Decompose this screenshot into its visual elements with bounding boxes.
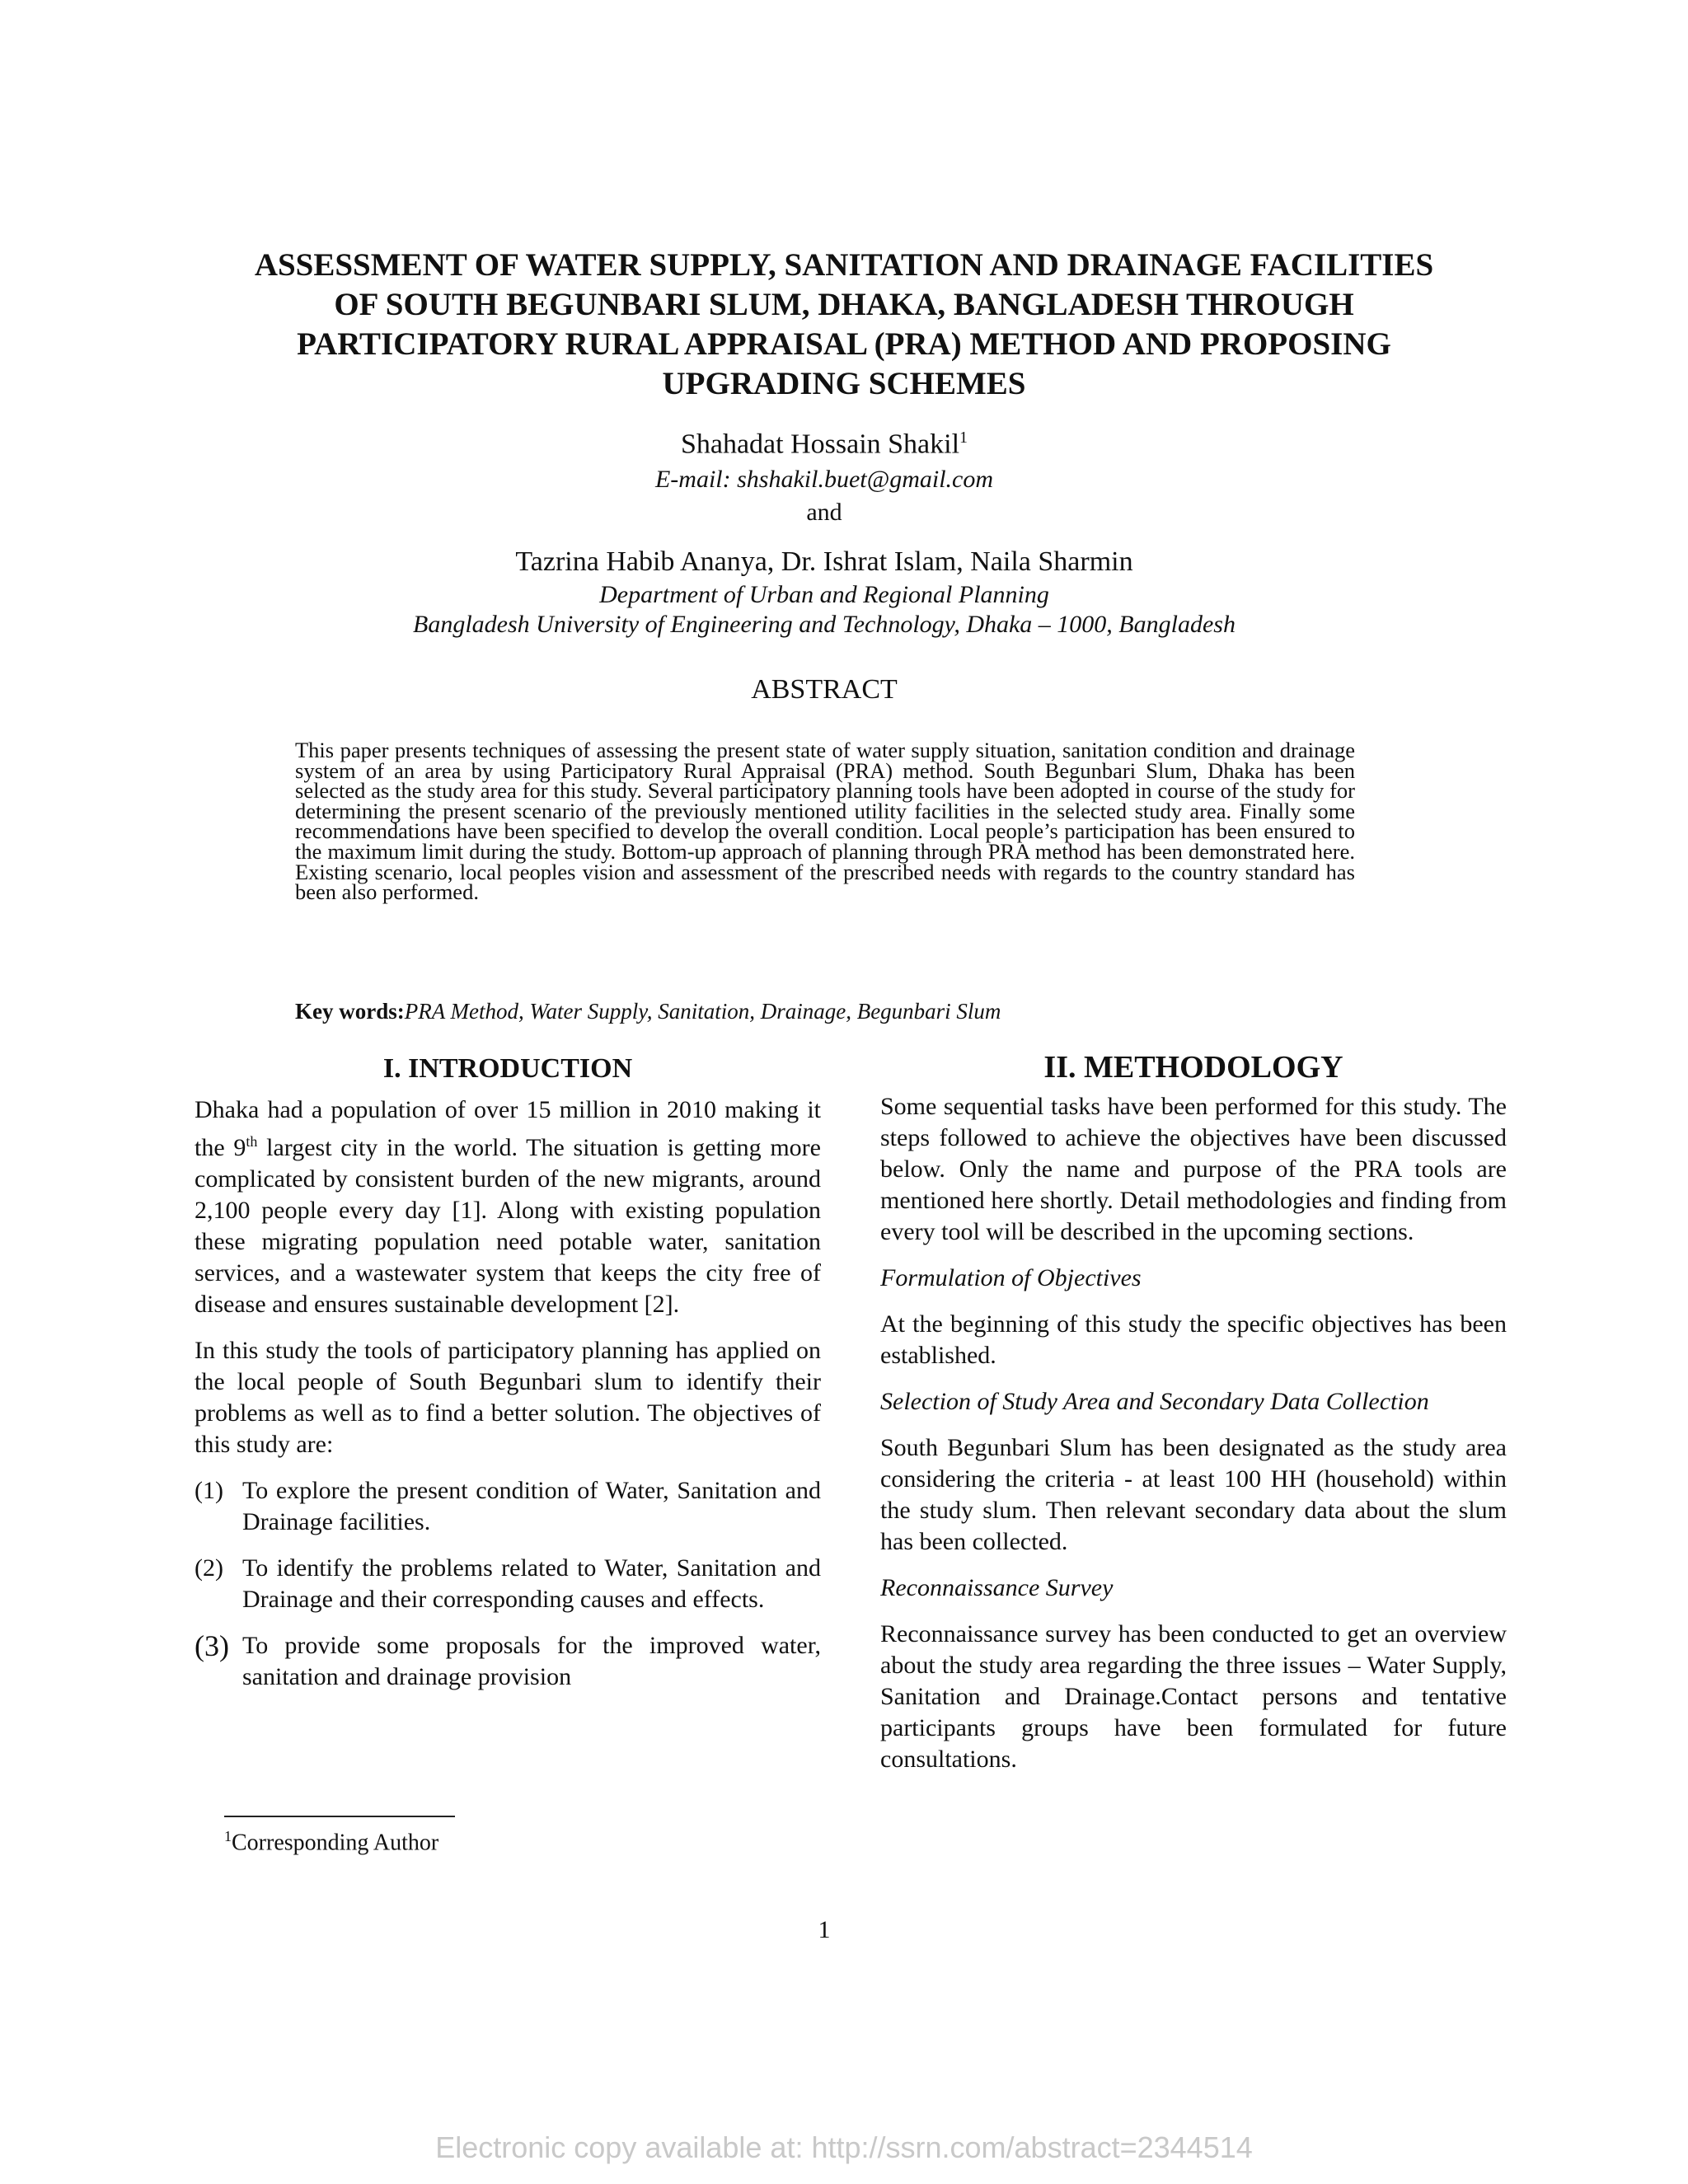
footnote-marker: 1 — [224, 1828, 232, 1844]
keywords — [295, 999, 1355, 1024]
objective-number: (3) — [195, 1629, 229, 1662]
methodology-section — [880, 1052, 1507, 1790]
page-number: 1 — [818, 1916, 831, 1943]
author-conjunction: and — [806, 499, 842, 526]
objective-text: To identify the problems related to Water, Sanitation and Drainage and their corresponding causes and effects. — [242, 1554, 821, 1613]
footnote-divider — [224, 1816, 455, 1817]
co-authors: Tazrina Habib Ananya, Dr. Ishrat Islam, Naila Sharmin — [515, 546, 1133, 577]
author-primary-name: Shahadat Hossain Shakil — [680, 429, 960, 460]
methodology-paragraph-1: Some sequential tasks have been performed for this study. The steps followed to achieve the objectives have been discussed below. Only the name and purpose of the PRA tools are mentioned here shortly. Detail methodologies and finding from every tool will be described in the upcoming sections. — [880, 1093, 1507, 1245]
objective-number: (2) — [195, 1554, 223, 1582]
methodology-paragraph-2: At the beginning of this study the specific objectives has been established. — [880, 1310, 1507, 1369]
subheading-formulation-of-objectives: Formulation of Objectives — [880, 1264, 1142, 1291]
introduction-section — [195, 1053, 821, 1708]
ssrn-watermark: Electronic copy available at: http://ssrn.com/abstract=2344514 — [435, 2130, 1253, 2164]
author-primary — [0, 429, 1648, 460]
objective-text: To explore the present condition of Water, Sanitation and Drainage facilities. — [242, 1477, 821, 1535]
subheading-study-area-selection: Selection of Study Area and Secondary Data Collection — [880, 1388, 1429, 1415]
objective-item — [195, 1475, 821, 1538]
objective-item — [195, 1553, 821, 1615]
department: Department of Urban and Regional Planning — [599, 581, 1049, 608]
introduction-heading: I. INTRODUCTION — [382, 1053, 633, 1084]
keywords-label: Key words: — [295, 999, 405, 1024]
paper-title: ASSESSMENT OF WATER SUPPLY, SANITATION AND DRAINAGE FACILITIES OF SOUTH BEGUNBARI SLUM, DHAKA, BANGLADESH THROUGH PARTICIPATORY RURAL APPRAISAL (PRA) METHOD AND PROPOSING UPGRADING SCHEMES — [254, 247, 1434, 401]
objective-text: To provide some proposals for the improved water, sanitation and drainage provision — [242, 1632, 821, 1690]
author-email: E-mail: shshakil.buet@gmail.com — [654, 466, 994, 493]
abstract-heading: ABSTRACT — [751, 674, 898, 705]
university: Bangladesh University of Engineering and Technology, Dhaka – 1000, Bangladesh — [413, 611, 1236, 638]
abstract-text: This paper presents techniques of assessing the present state of water supply situation, sanitation condition and drainage system of an area by using Participatory Rural Appraisal (PRA) method. South Begunbari Slum, Dhaka has been selected as the study area for this study. Several participatory planning tools have been adopted in course of the study for determining the present scenario of the previously mentioned utility facilities in the selected study area. Finally some recommendations have been specified to develop the overall condition. Local people’s participation has been ensured to the maximum limit during the study. Bottom-up approach of planning through PRA method has been demonstrated here. Existing scenario, local peoples vision and assessment of the prescribed needs with regards to the country standard has been also performed. — [295, 738, 1355, 905]
intro-p1-part-a: Dhaka had a population of over 15 million in 2010 making it the 9 — [195, 1096, 821, 1161]
intro-p1-part-b: largest city in the world. The situation is getting more complicated by consistent burden of the new migrants, around 2,100 people every day [1]. Along with existing population these migrating population need potable water, sanitation services, and a wastewater system that keeps the city free of disease and ensures sustainable development [2]. — [195, 1134, 821, 1318]
subheading-reconnaissance-survey: Reconnaissance Survey — [880, 1574, 1114, 1601]
methodology-paragraph-4: Reconnaissance survey has been conducted to get an overview about the study area regarding the three issues – Water Supply, Sanitation and Drainage.Contact persons and tentative participants groups have been formulated for future consultations. — [880, 1620, 1507, 1773]
methodology-paragraph-3: South Begunbari Slum has been designated as the study area considering the criteria - at least 100 HH (household) within the study slum. Then relevant secondary data about the slum has been collected. — [880, 1434, 1507, 1555]
keywords-text: PRA Method, Water Supply, Sanitation, Drainage, Begunbari Slum — [404, 999, 1001, 1024]
methodology-heading: II. METHODOLOGY — [1043, 1050, 1343, 1085]
footnote-text: Corresponding Author — [232, 1830, 439, 1856]
author-footnote-marker: 1 — [959, 429, 968, 447]
intro-paragraph-1 — [195, 1094, 821, 1320]
ordinal-suffix: th — [246, 1133, 258, 1150]
objective-item — [195, 1630, 821, 1693]
intro-paragraph-2: In this study the tools of participatory planning has applied on the local people of South Begunbari slum to identify their problems as well as to find a better solution. The objectives of this study are: — [195, 1337, 821, 1458]
objective-number: (1) — [195, 1477, 223, 1504]
footnote — [224, 1828, 438, 1856]
